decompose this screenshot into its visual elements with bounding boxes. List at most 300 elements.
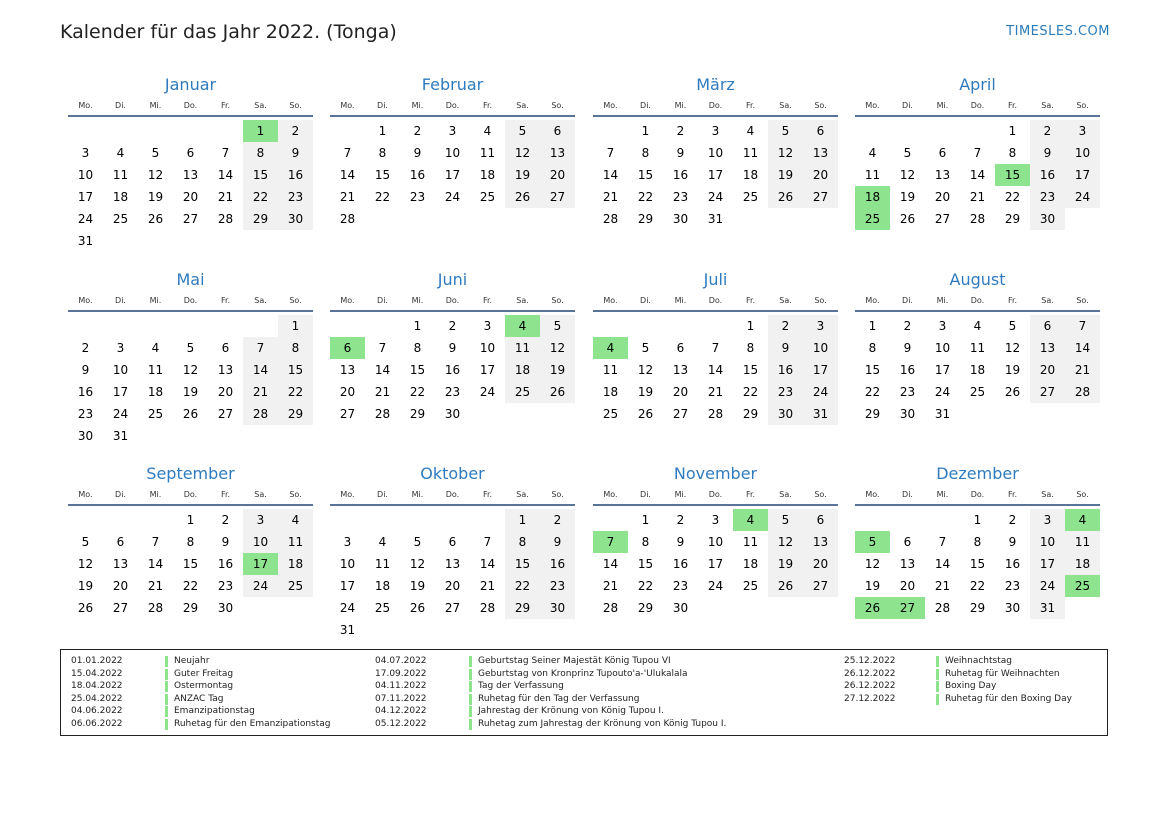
legend-date: 25.12.2022 bbox=[844, 656, 896, 666]
day-cell: 30 bbox=[672, 601, 689, 615]
header-divider bbox=[68, 504, 313, 506]
empty-cell bbox=[435, 619, 470, 641]
day-cell: 10 bbox=[1030, 531, 1065, 553]
day-cell: 3 bbox=[1030, 509, 1065, 531]
day-cell: 25 bbox=[855, 208, 890, 230]
day-cell: 13 bbox=[803, 531, 838, 553]
weekday-label: Do. bbox=[708, 490, 723, 499]
day-grid bbox=[593, 509, 838, 619]
weekday-header bbox=[855, 488, 1100, 502]
empty-cell bbox=[890, 509, 925, 531]
day-cell: 21 bbox=[147, 579, 164, 593]
legend-date: 26.12.2022 bbox=[844, 681, 896, 692]
day-cell: 19 bbox=[768, 553, 803, 575]
day-grid bbox=[68, 315, 313, 447]
day-cell: 11 bbox=[969, 341, 986, 355]
weekday-label: Mo. bbox=[603, 101, 618, 110]
day-cell: 3 bbox=[938, 319, 947, 333]
day-cell: 20 bbox=[1030, 359, 1065, 381]
legend-date: 04.07.2022 bbox=[375, 656, 427, 666]
day-cell: 1 bbox=[746, 319, 755, 333]
header-divider bbox=[330, 115, 575, 117]
legend-entry bbox=[71, 693, 330, 706]
empty-cell bbox=[173, 315, 208, 337]
day-cell: 18 bbox=[147, 385, 164, 399]
day-cell: 3 bbox=[116, 341, 125, 355]
legend-date: 15.04.2022 bbox=[71, 668, 123, 679]
day-cell: 16 bbox=[1030, 164, 1065, 186]
day-cell: 25 bbox=[278, 575, 313, 597]
day-cell: 22 bbox=[505, 575, 540, 597]
day-cell: 11 bbox=[505, 337, 540, 359]
day-cell: 1 bbox=[278, 315, 313, 337]
day-cell: 20 bbox=[339, 385, 356, 399]
weekday-header bbox=[593, 488, 838, 502]
month-dezember bbox=[855, 464, 1100, 619]
day-cell: 24 bbox=[444, 190, 461, 204]
day-cell: 9 bbox=[676, 146, 685, 160]
day-cell: 26 bbox=[899, 212, 916, 226]
empty-cell bbox=[470, 208, 505, 230]
day-cell: 25 bbox=[742, 579, 759, 593]
month-mai bbox=[68, 270, 313, 447]
holiday-marker bbox=[165, 681, 168, 692]
empty-cell bbox=[208, 230, 243, 252]
empty-cell bbox=[593, 120, 628, 142]
legend-holiday-name: Ruhetag für den Tag der Verfassung bbox=[478, 693, 640, 704]
day-cell: 24 bbox=[1065, 186, 1100, 208]
legend-holiday-name: Guter Freitag bbox=[174, 668, 234, 679]
header-divider bbox=[68, 310, 313, 312]
day-cell: 4 bbox=[116, 146, 125, 160]
day-cell: 31 bbox=[803, 403, 838, 425]
day-cell: 28 bbox=[602, 212, 619, 226]
legend-entry bbox=[844, 693, 1072, 706]
day-cell: 25 bbox=[374, 601, 391, 615]
day-cell: 14 bbox=[707, 363, 724, 377]
legend-entry bbox=[71, 718, 330, 731]
day-cell: 22 bbox=[182, 579, 199, 593]
day-cell: 15 bbox=[182, 557, 199, 571]
day-cell: 3 bbox=[343, 535, 352, 549]
empty-cell bbox=[173, 425, 208, 447]
month-september bbox=[68, 464, 313, 619]
day-cell: 30 bbox=[444, 407, 461, 421]
day-cell: 9 bbox=[221, 535, 230, 549]
day-cell: 13 bbox=[672, 363, 689, 377]
weekday-label: Fr. bbox=[482, 296, 493, 305]
day-cell: 27 bbox=[339, 407, 356, 421]
weekday-label: So. bbox=[814, 490, 827, 499]
day-cell: 19 bbox=[409, 579, 426, 593]
day-cell: 18 bbox=[1065, 553, 1100, 575]
day-cell: 7 bbox=[711, 341, 720, 355]
day-cell: 16 bbox=[672, 557, 689, 571]
day-cell: 8 bbox=[868, 341, 877, 355]
day-grid bbox=[593, 120, 838, 230]
day-cell: 2 bbox=[81, 341, 90, 355]
day-cell: 20 bbox=[803, 553, 838, 575]
weekday-label: Sa. bbox=[254, 101, 267, 110]
day-cell: 29 bbox=[969, 601, 986, 615]
empty-cell bbox=[243, 230, 278, 252]
weekday-label: Do. bbox=[970, 490, 985, 499]
day-cell: 16 bbox=[899, 363, 916, 377]
day-cell: 27 bbox=[217, 407, 234, 421]
empty-cell bbox=[470, 509, 505, 531]
day-cell: 25 bbox=[112, 212, 129, 226]
month-juni bbox=[330, 270, 575, 425]
day-cell: 3 bbox=[483, 319, 492, 333]
weekday-label: Do. bbox=[183, 490, 198, 499]
header-divider bbox=[593, 504, 838, 506]
day-cell: 24 bbox=[479, 385, 496, 399]
empty-cell bbox=[243, 597, 278, 619]
weekday-label: Di. bbox=[377, 296, 388, 305]
day-cell: 12 bbox=[637, 363, 654, 377]
header-divider bbox=[593, 310, 838, 312]
month-april bbox=[855, 75, 1100, 230]
empty-cell bbox=[365, 619, 400, 641]
day-cell: 13 bbox=[217, 363, 234, 377]
day-cell: 10 bbox=[803, 337, 838, 359]
day-cell: 23 bbox=[444, 385, 461, 399]
weekday-label: Fr. bbox=[1007, 490, 1018, 499]
weekday-label: Sa. bbox=[1041, 296, 1054, 305]
day-cell: 8 bbox=[186, 535, 195, 549]
empty-cell bbox=[208, 120, 243, 142]
day-cell: 26 bbox=[855, 597, 890, 619]
day-cell: 24 bbox=[77, 212, 94, 226]
day-grid bbox=[330, 315, 575, 425]
holiday-marker bbox=[165, 669, 168, 680]
day-cell: 15 bbox=[637, 168, 654, 182]
legend-column-1 bbox=[71, 655, 330, 731]
day-cell: 26 bbox=[77, 601, 94, 615]
weekday-header bbox=[68, 488, 313, 502]
day-cell: 12 bbox=[147, 168, 164, 182]
day-cell: 7 bbox=[1065, 315, 1100, 337]
empty-cell bbox=[593, 315, 628, 337]
weekday-label: Do. bbox=[970, 101, 985, 110]
day-cell: 10 bbox=[444, 146, 461, 160]
day-cell: 5 bbox=[903, 146, 912, 160]
day-cell: 3 bbox=[711, 513, 720, 527]
legend-column-2 bbox=[375, 655, 726, 731]
empty-cell bbox=[103, 315, 138, 337]
day-cell: 15 bbox=[505, 553, 540, 575]
empty-cell bbox=[768, 208, 803, 230]
empty-cell bbox=[400, 619, 435, 641]
weekday-label: Mi. bbox=[411, 101, 424, 110]
empty-cell bbox=[593, 509, 628, 531]
day-cell: 16 bbox=[768, 359, 803, 381]
day-cell: 26 bbox=[409, 601, 426, 615]
weekday-label: Di. bbox=[640, 101, 651, 110]
day-cell: 23 bbox=[672, 579, 689, 593]
day-cell: 10 bbox=[77, 168, 94, 182]
day-cell: 8 bbox=[243, 142, 278, 164]
day-cell: 9 bbox=[448, 341, 457, 355]
day-cell: 19 bbox=[899, 190, 916, 204]
legend-date: 06.06.2022 bbox=[71, 718, 123, 729]
day-cell: 28 bbox=[707, 407, 724, 421]
day-grid bbox=[593, 315, 838, 425]
day-cell: 31 bbox=[77, 234, 94, 248]
day-cell: 29 bbox=[637, 212, 654, 226]
day-cell: 8 bbox=[278, 337, 313, 359]
day-cell: 27 bbox=[934, 212, 951, 226]
empty-cell bbox=[365, 208, 400, 230]
empty-cell bbox=[138, 230, 173, 252]
weekday-label: So. bbox=[1076, 101, 1089, 110]
holiday-legend bbox=[60, 649, 1108, 736]
day-cell: 4 bbox=[1065, 509, 1100, 531]
weekday-header bbox=[68, 99, 313, 113]
day-cell: 29 bbox=[505, 597, 540, 619]
weekday-label: Fr. bbox=[482, 490, 493, 499]
day-cell: 3 bbox=[448, 124, 457, 138]
weekday-header bbox=[330, 294, 575, 308]
day-cell: 8 bbox=[378, 146, 387, 160]
month-august bbox=[855, 270, 1100, 425]
empty-cell bbox=[278, 230, 313, 252]
weekday-label: Mo. bbox=[78, 101, 93, 110]
day-cell: 18 bbox=[278, 553, 313, 575]
legend-entry bbox=[71, 655, 330, 668]
day-cell: 15 bbox=[278, 359, 313, 381]
header-divider bbox=[330, 504, 575, 506]
weekday-label: Mi. bbox=[411, 296, 424, 305]
day-cell: 23 bbox=[409, 190, 426, 204]
holiday-marker bbox=[165, 694, 168, 705]
weekday-label: Fr. bbox=[482, 101, 493, 110]
empty-cell bbox=[365, 315, 400, 337]
day-cell: 23 bbox=[1004, 579, 1021, 593]
day-cell: 7 bbox=[378, 341, 387, 355]
day-cell: 25 bbox=[969, 385, 986, 399]
empty-cell bbox=[68, 315, 103, 337]
holiday-marker bbox=[165, 719, 168, 730]
day-cell: 14 bbox=[147, 557, 164, 571]
day-cell: 14 bbox=[479, 557, 496, 571]
weekday-label: Mi. bbox=[936, 101, 949, 110]
month-name: Januar bbox=[164, 75, 217, 94]
day-cell: 8 bbox=[413, 341, 422, 355]
day-cell: 6 bbox=[116, 535, 125, 549]
weekday-label: So. bbox=[289, 490, 302, 499]
legend-date: 25.04.2022 bbox=[71, 693, 123, 704]
empty-cell bbox=[138, 120, 173, 142]
day-cell: 28 bbox=[602, 601, 619, 615]
weekday-label: Di. bbox=[640, 490, 651, 499]
day-cell: 8 bbox=[973, 535, 982, 549]
day-cell: 30 bbox=[278, 208, 313, 230]
day-cell: 8 bbox=[641, 146, 650, 160]
day-cell: 19 bbox=[182, 385, 199, 399]
weekday-label: Mi. bbox=[411, 490, 424, 499]
day-cell: 26 bbox=[637, 407, 654, 421]
day-cell: 14 bbox=[602, 557, 619, 571]
day-cell: 5 bbox=[151, 146, 160, 160]
day-cell: 16 bbox=[77, 385, 94, 399]
weekday-label: Sa. bbox=[254, 490, 267, 499]
weekday-label: Mi. bbox=[674, 296, 687, 305]
day-cell: 13 bbox=[182, 168, 199, 182]
day-cell: 17 bbox=[112, 385, 129, 399]
legend-entry bbox=[375, 655, 726, 668]
legend-holiday-name: Ruhetag für den Boxing Day bbox=[945, 693, 1072, 704]
day-cell: 14 bbox=[374, 363, 391, 377]
day-cell: 23 bbox=[540, 575, 575, 597]
day-cell: 2 bbox=[768, 315, 803, 337]
weekday-label: Sa. bbox=[254, 296, 267, 305]
day-cell: 19 bbox=[1004, 363, 1021, 377]
weekday-label: Sa. bbox=[779, 101, 792, 110]
day-cell: 10 bbox=[479, 341, 496, 355]
day-cell: 19 bbox=[768, 164, 803, 186]
empty-cell bbox=[138, 315, 173, 337]
day-cell: 26 bbox=[505, 186, 540, 208]
month-november bbox=[593, 464, 838, 619]
day-cell: 21 bbox=[217, 190, 234, 204]
month-name: November bbox=[673, 464, 758, 483]
empty-cell bbox=[470, 619, 505, 641]
day-cell: 13 bbox=[444, 557, 461, 571]
day-cell: 19 bbox=[505, 164, 540, 186]
day-cell: 13 bbox=[339, 363, 356, 377]
day-cell: 6 bbox=[221, 341, 230, 355]
day-cell: 6 bbox=[330, 337, 365, 359]
day-cell: 26 bbox=[768, 186, 803, 208]
day-cell: 20 bbox=[217, 385, 234, 399]
holiday-marker bbox=[936, 656, 939, 667]
day-cell: 21 bbox=[374, 385, 391, 399]
day-cell: 9 bbox=[540, 531, 575, 553]
day-cell: 17 bbox=[803, 359, 838, 381]
day-cell: 1 bbox=[413, 319, 422, 333]
brand-link[interactable]: TIMESLES.COM bbox=[1006, 24, 1110, 39]
day-cell: 14 bbox=[934, 557, 951, 571]
day-cell: 22 bbox=[1004, 190, 1021, 204]
day-cell: 24 bbox=[934, 385, 951, 399]
weekday-label: So. bbox=[814, 296, 827, 305]
day-cell: 17 bbox=[444, 168, 461, 182]
weekday-label: Mo. bbox=[865, 101, 880, 110]
day-cell: 6 bbox=[803, 509, 838, 531]
day-cell: 31 bbox=[707, 212, 724, 226]
empty-cell bbox=[208, 315, 243, 337]
weekday-label: Do. bbox=[445, 101, 460, 110]
holiday-marker bbox=[469, 694, 472, 705]
day-cell: 10 bbox=[707, 146, 724, 160]
day-cell: 6 bbox=[676, 341, 685, 355]
day-cell: 3 bbox=[803, 315, 838, 337]
empty-cell bbox=[400, 208, 435, 230]
day-cell: 3 bbox=[81, 146, 90, 160]
empty-cell bbox=[803, 597, 838, 619]
day-cell: 18 bbox=[479, 168, 496, 182]
day-cell: 2 bbox=[413, 124, 422, 138]
day-cell: 19 bbox=[77, 579, 94, 593]
weekday-label: Mi. bbox=[149, 490, 162, 499]
day-cell: 5 bbox=[540, 315, 575, 337]
day-cell: 27 bbox=[803, 186, 838, 208]
holiday-marker bbox=[936, 681, 939, 692]
day-cell: 28 bbox=[147, 601, 164, 615]
empty-cell bbox=[855, 509, 890, 531]
weekday-header bbox=[593, 99, 838, 113]
day-cell: 1 bbox=[1008, 124, 1017, 138]
day-cell: 14 bbox=[217, 168, 234, 182]
day-cell: 6 bbox=[803, 120, 838, 142]
day-cell: 31 bbox=[112, 429, 129, 443]
day-cell: 16 bbox=[409, 168, 426, 182]
weekday-header bbox=[68, 294, 313, 308]
day-cell: 30 bbox=[1030, 208, 1065, 230]
day-cell: 23 bbox=[899, 385, 916, 399]
day-cell: 1 bbox=[641, 124, 650, 138]
legend-date: 07.11.2022 bbox=[375, 693, 427, 704]
empty-cell bbox=[68, 120, 103, 142]
empty-cell bbox=[628, 315, 663, 337]
day-cell: 17 bbox=[1065, 164, 1100, 186]
weekday-label: Di. bbox=[902, 490, 913, 499]
weekday-label: So. bbox=[1076, 490, 1089, 499]
day-cell: 15 bbox=[864, 363, 881, 377]
day-cell: 26 bbox=[182, 407, 199, 421]
weekday-label: Mo. bbox=[340, 101, 355, 110]
legend-entry bbox=[71, 680, 330, 693]
day-cell: 5 bbox=[186, 341, 195, 355]
legend-holiday-name: Ruhetag für den Emanzipationstag bbox=[174, 718, 331, 729]
day-cell: 17 bbox=[1030, 553, 1065, 575]
day-cell: 29 bbox=[1004, 212, 1021, 226]
day-cell: 23 bbox=[1030, 186, 1065, 208]
day-cell: 2 bbox=[903, 319, 912, 333]
day-cell: 14 bbox=[339, 168, 356, 182]
holiday-marker bbox=[469, 656, 472, 667]
day-cell: 11 bbox=[374, 557, 391, 571]
day-cell: 5 bbox=[641, 341, 650, 355]
day-cell: 4 bbox=[733, 509, 768, 531]
day-cell: 8 bbox=[1008, 146, 1017, 160]
legend-holiday-name: Ruhetag für Weihnachten bbox=[945, 668, 1060, 679]
day-cell: 27 bbox=[1030, 381, 1065, 403]
empty-cell bbox=[505, 403, 540, 425]
empty-cell bbox=[330, 120, 365, 142]
day-cell: 31 bbox=[339, 623, 356, 637]
day-cell: 27 bbox=[890, 597, 925, 619]
day-cell: 2 bbox=[676, 513, 685, 527]
weekday-header bbox=[593, 294, 838, 308]
day-grid bbox=[330, 509, 575, 641]
day-grid bbox=[855, 120, 1100, 230]
empty-cell bbox=[698, 315, 733, 337]
day-cell: 11 bbox=[479, 146, 496, 160]
legend-date: 01.01.2022 bbox=[71, 656, 123, 666]
weekday-label: Mo. bbox=[78, 490, 93, 499]
day-cell: 23 bbox=[768, 381, 803, 403]
day-cell: 28 bbox=[217, 212, 234, 226]
day-cell: 15 bbox=[637, 557, 654, 571]
holiday-marker bbox=[165, 656, 168, 667]
day-cell: 2 bbox=[221, 513, 230, 527]
holiday-marker bbox=[469, 719, 472, 730]
month-name: Mai bbox=[176, 270, 205, 289]
legend-column-3 bbox=[844, 655, 1072, 705]
legend-holiday-name: Boxing Day bbox=[945, 681, 997, 692]
